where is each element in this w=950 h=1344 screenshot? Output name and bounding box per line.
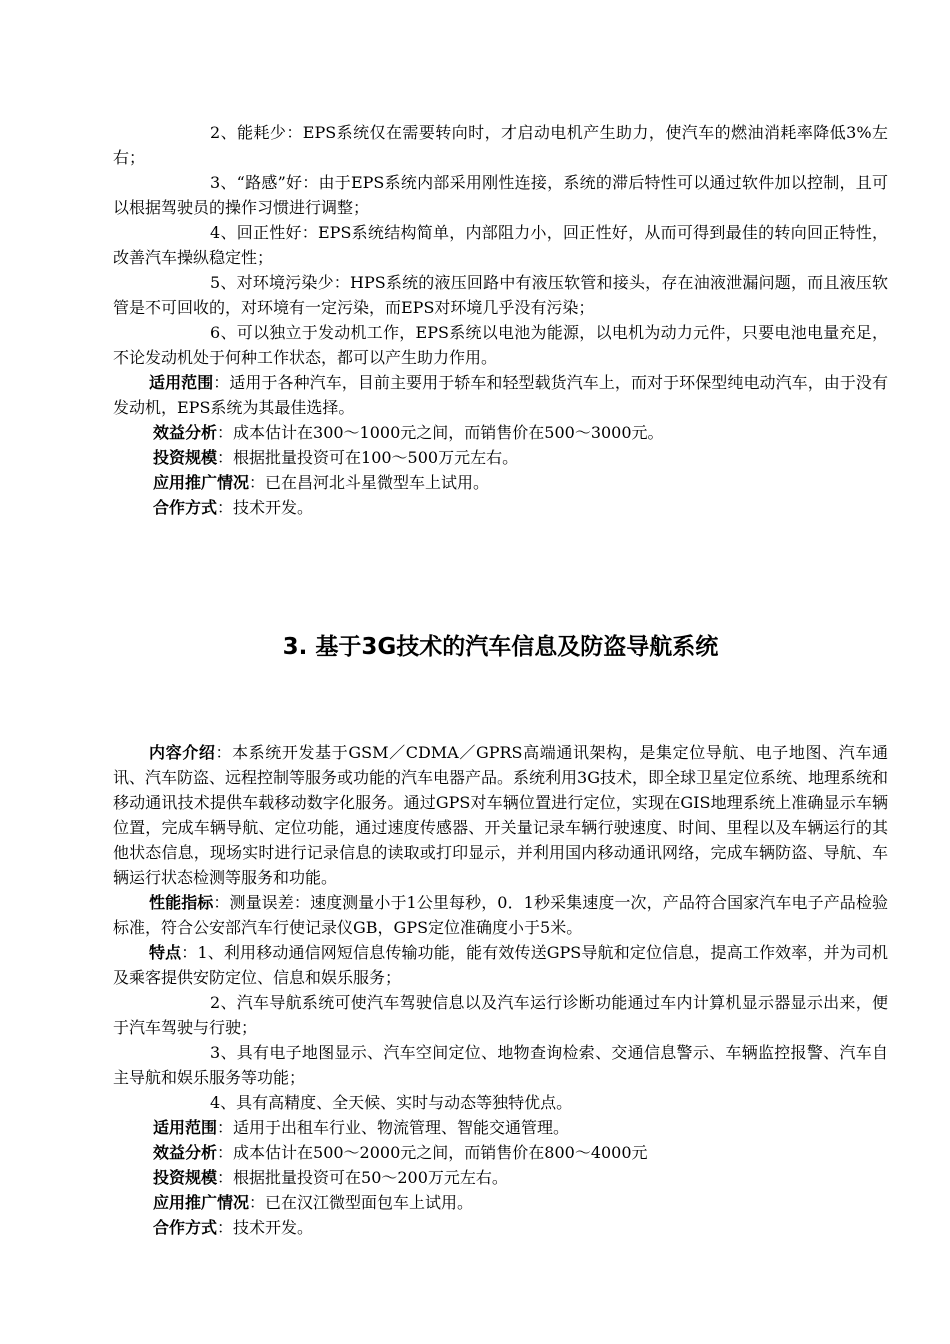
perf-label: 性能指标 [149, 893, 214, 912]
intro-label: 内容介绍 [149, 743, 216, 762]
scope-text: ：适用于出租车行业、物流管理、智能交通管理。 [217, 1118, 570, 1137]
feature-paragraph [113, 940, 888, 990]
scope-paragraph [113, 370, 888, 420]
invest-label: 投资规模 [153, 448, 218, 467]
coop-label: 合作方式 [153, 1218, 218, 1237]
coop-label: 合作方式 [153, 498, 218, 517]
scope-label: 适用范围 [153, 1118, 218, 1137]
section-3-body [113, 740, 888, 1240]
feature-point: 2、能耗少：EPS系统仅在需要转向时，才启动电机产生助力，使汽车的燃油消耗率降低3%左右； [113, 123, 888, 167]
promo-text: ：已在汉江微型面包车上试用。 [249, 1193, 474, 1212]
coop-text: ：技术开发。 [217, 498, 314, 517]
feature-label: 特点 [149, 943, 182, 962]
invest-paragraph [153, 1165, 888, 1190]
invest-text: ：根据批量投资可在100～500万元左右。 [217, 448, 519, 467]
perf-text: ：测量误差：速度测量小于1公里每秒，0．1秒采集速度一次，产品符合国家汽车电子产品检验标准，符合公安部汽车行使记录仪GB，GPS定位准确度小于5米。 [113, 893, 888, 937]
benefit-text: ：成本估计在300～1000元之间，而销售价在500～3000元。 [217, 423, 664, 442]
section-3-title: 3. 基于3G技术的汽车信息及防盗导航系统 [282, 634, 719, 660]
feature-point: 5、对环境污染少：HPS系统的液压回路中有液压软管和接头，存在油液泄漏问题，而且液压软管是不可回收的，对环境有一定污染，而EPS对环境几乎没有污染； [113, 273, 888, 317]
promo-label: 应用推广情况 [153, 1193, 250, 1212]
coop-paragraph [153, 495, 888, 520]
benefit-paragraph [153, 1140, 888, 1165]
section-2-continuation [113, 120, 888, 520]
feature-point: 3、“路感”好：由于EPS系统内部采用刚性连接，系统的滞后特性可以通过软件加以控制，且可以根据驾驶员的操作习惯进行调整； [113, 173, 888, 217]
feature-point: 4、具有高精度、全天候、实时与动态等独特优点。 [210, 1093, 573, 1112]
benefit-label: 效益分析 [153, 1143, 218, 1162]
benefit-text: ：成本估计在500～2000元之间，而销售价在800～4000元 [217, 1143, 648, 1162]
feature-point: 2、汽车导航系统可使汽车驾驶信息以及汽车运行诊断功能通过车内计算机显示器显示出来，便于汽车驾驶与行驶； [113, 993, 888, 1037]
benefit-paragraph [153, 420, 888, 445]
intro-text: ：本系统开发基于GSM／CDMA／GPRS高端通讯架构，是集定位导航、电子地图、汽车通讯、汽车防盗、远程控制等服务或功能的汽车电器产品。系统利用3G技术，即全球卫星定位系统、地理系统和移动通讯技术提供车载移动数字化服务。通过GPS对车辆位置进行定位，实现在GIS地理系统上准确显示车辆位置，完成车辆导航、定位功能，通过速度传感器、开关量记录车辆行驶速度、时间、里程以及车辆运行的其他状态信息，现场实时进行记录信息的读取或打印显示，并利用国内移动通讯网络，完成车辆防盗、导航、车辆运行状态检测等服务和功能。 [113, 743, 888, 887]
promo-paragraph [153, 470, 888, 495]
promo-paragraph [153, 1190, 888, 1215]
coop-paragraph [153, 1215, 888, 1240]
benefit-label: 效益分析 [153, 423, 218, 442]
promo-text: ：已在昌河北斗星微型车上试用。 [249, 473, 490, 492]
promo-label: 应用推广情况 [153, 473, 250, 492]
perf-paragraph [113, 890, 888, 940]
coop-text: ：技术开发。 [217, 1218, 314, 1237]
feature-first: ：1、利用移动通信网短信息传输功能，能有效传送GPS导航和定位信息，提高工作效率，并为司机及乘客提供安防定位、信息和娱乐服务； [113, 943, 888, 987]
scope-text: ：适用于各种汽车，目前主要用于轿车和轻型载货汽车上，而对于环保型纯电动汽车，由于没有发动机，EPS系统为其最佳选择。 [113, 373, 888, 417]
feature-point: 4、回正性好：EPS系统结构简单，内部阻力小，回正性好，从而可得到最佳的转向回正特性，改善汽车操纵稳定性； [113, 223, 888, 267]
feature-point: 6、可以独立于发动机工作，EPS系统以电池为能源，以电机为动力元件，只要电池电量充足，不论发动机处于何种工作状态，都可以产生助力作用。 [113, 323, 888, 367]
scope-label: 适用范围 [149, 373, 214, 392]
intro-paragraph [113, 740, 888, 890]
scope-paragraph [153, 1115, 888, 1140]
feature-point: 3、具有电子地图显示、汽车空间定位、地物查询检索、交通信息警示、车辆监控报警、汽车自主导航和娱乐服务等功能； [113, 1043, 888, 1087]
invest-text: ：根据批量投资可在50～200万元左右。 [217, 1168, 508, 1187]
invest-label: 投资规模 [153, 1168, 218, 1187]
document-page [113, 120, 888, 1237]
invest-paragraph [153, 445, 888, 470]
